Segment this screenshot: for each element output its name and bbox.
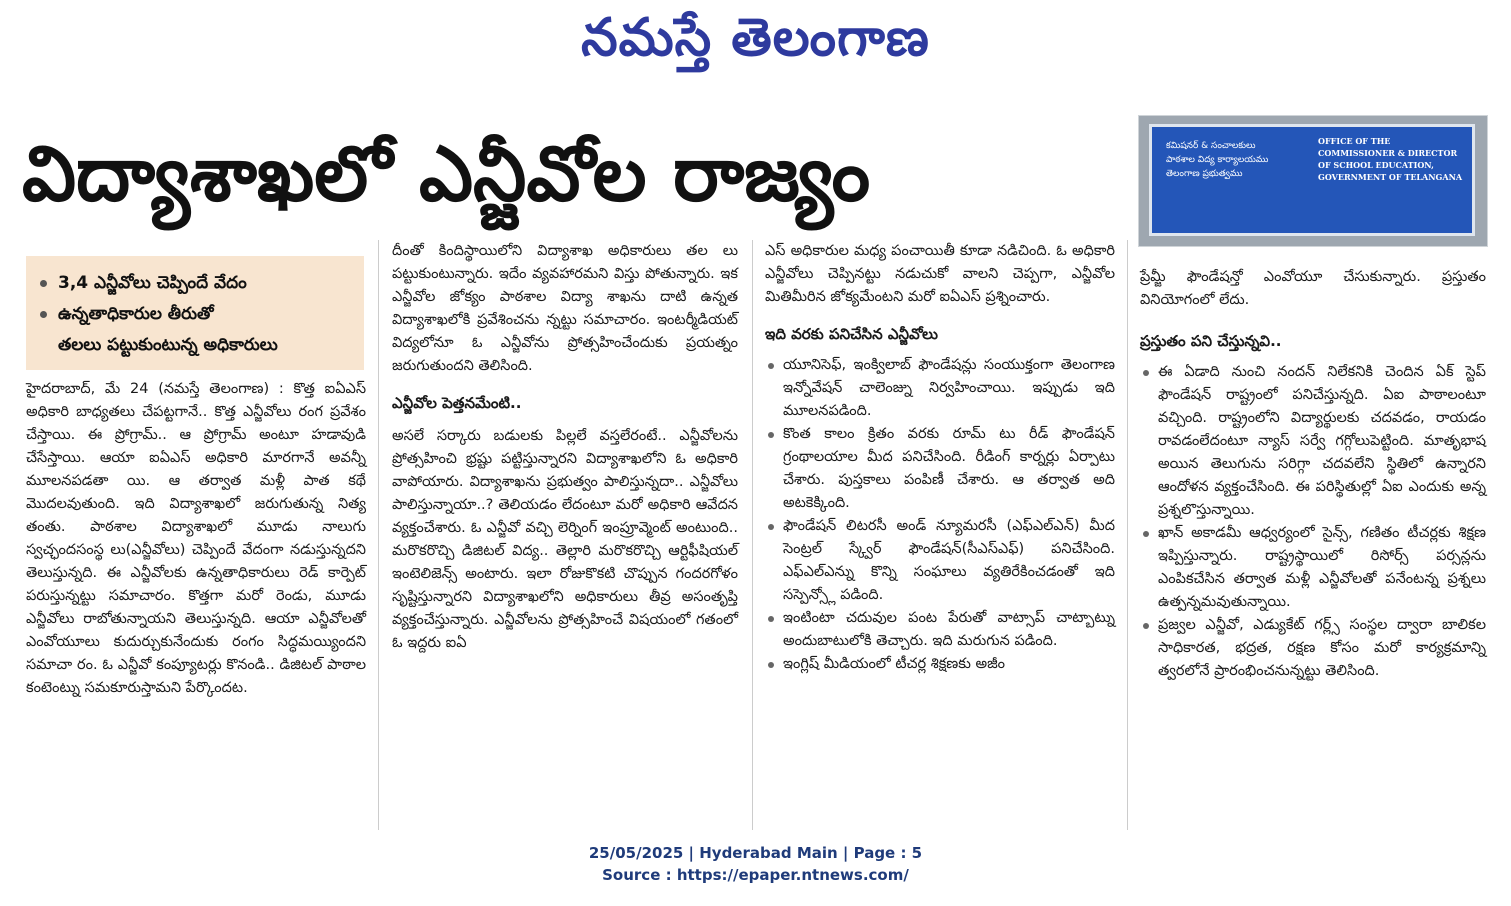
list-item: ఈ ఏడాది నుంచి నందన్ నిలేకనికి చెందిన ఏక్ స్టెప్ ఫౌండేషన్ రాష్ట్రంలో పనిచేస్తున్నది. ఏఐ పాఠాలంటూ వచ్చింది. రాష్ట్రంలోని విద్యార్థులకు చదవడం, రాయడం రావడంలేదంటూ న్యాస్ సర్వే గగ్గోలుపెట్టింది. మాతృభాష అయిన తెలుగును సరిగ్గా చదవలేని స్థితిలో ఉన్నారని ఆందోళన వ్యక్తంచేసింది. ఈ పరిస్థితుల్లో ఏఐ ఎందుకు అన్న ప్రశ్నలొస్తున్నాయి. <box>1140 361 1486 522</box>
article-paragraph: హైదరాబాద్, మే 24 (నమస్తే తెలంగాణ) : కొత్త ఐఏఎస్ అధికారి బాధ్యతలు చేపట్టగానే.. కొత్త ఎన్జీవోలు రంగ ప్రవేశం చేస్తాయి. ఈ ప్రోగ్రామ్.. ఆ ప్రోగ్రామ్ అంటూ హడావుడి చేసేస్తాయి. ఆయా ఐఏఎస్ అధికారి మారగానే అవన్నీ మూలనపడతా యి. ఆ తర్వాత మళ్లీ పాత కథే మొదలవుతుంది. ఇది విద్యాశాఖలో జరుగుతున్న నిత్య తంతు. పాఠశాల విద్యాశాఖలో మూడు నాలుగు స్వచ్ఛందసంస్థ లు(ఎన్జీవోలు) చెప్పిందే వేదంగా నడుస్తున్నదని తెలుస్తున్నది. ఈ ఎన్జీవోలకు ఉన్నతాధికారులు రెడ్ కార్పెట్ పరుస్తున్నట్టు సమాచారం. కొత్తగా మరో రెండు, మూడు ఎన్జీవోలు రాబోతున్నాయని తెలుస్తున్నది. ఆయా ఎన్జీవోలతో ఎంవోయూలు కుదుర్చుకునేందుకు రంగం సిద్ధమయ్యిందని సమాచా రం. ఓ ఎన్జీవో కంప్యూటర్లు కొనండి.. డిజిటల్ పాఠాల కంటెంట్ను సమకూరుస్తామని పేర్కొందట. <box>26 381 366 696</box>
highlight-item: ఉన్నతాధికారుల తీరుతో <box>36 299 354 330</box>
bullet-icon <box>1143 370 1149 376</box>
list-item: యూనిసెఫ్, ఇంక్విలాబ్ ఫౌండేషన్లు సంయుక్తంగా తెలంగాణ ఇన్నోవేషన్ చాలెంజ్ను నిర్వహించాయి. ఇప్పుడు ఇది మూలనపడింది. <box>765 354 1115 423</box>
bullet-icon <box>1143 623 1149 629</box>
bullet-icon <box>1143 531 1149 537</box>
article-paragraph: దీంతో కిందిస్థాయిలోని విద్యాశాఖ అధికారులు తల లు పట్టుకుంటున్నారు. ఇదేం వ్యవహారమని విస్తు పోతున్నారు. ఇక ఎన్జీవోల జోక్యం పాఠశాల విద్యా శాఖను దాటి ఉన్నత విద్యాశాఖలోకి ప్రవేశించను న్నట్టు సమాచారం. ఇంటర్మీడియట్ విద్యలోనూ ఓ ఎన్జీవోను ప్రోత్సహించేందుకు ప్రయత్నం జరుగుతుందని తెలిసింది. <box>392 243 738 374</box>
list-item: ఇంటింటా చదువుల పంట పేరుతో వాట్సాప్ చాట్బాట్ను అందుబాటులోకి తెచ్చారు. ఇది మరుగున పడింది. <box>765 607 1115 653</box>
highlights-box <box>26 256 364 370</box>
article-column-4 <box>1140 266 1486 683</box>
bullet-icon <box>40 311 47 318</box>
column-divider <box>1127 240 1128 830</box>
ngo-list-past <box>765 354 1115 676</box>
list-item: ఇంగ్లిష్ మీడియంలో టీచర్ల శిక్షణకు అజీం <box>765 653 1115 676</box>
highlight-item-continued: తలలు పట్టుకుంటున్న అధికారులు <box>58 335 278 355</box>
list-item: ఫౌండేషన్ లిటరసీ అండ్ న్యూమరసీ (ఎఫ్ఎల్ఎన్) మీద సెంట్రల్ స్క్వేర్ ఫౌండేషన్(సీఎస్ఎఫ్) పనిచేసింది. ఎఫ్ఎల్ఎన్ను కొన్ని సంఘాలు వ్యతిరేకించడంతో ఇది సస్పెన్స్లో పడింది. <box>765 515 1115 607</box>
office-board-photo <box>1138 115 1488 247</box>
name-board <box>1149 124 1475 236</box>
masthead: నమస్తే తెలంగాణ <box>581 7 930 68</box>
bullet-icon <box>768 662 774 668</box>
article-paragraph: అసలే సర్కారు బడులకు పిల్లలే వస్తలేరంటే.. ఎన్జీవోలను ప్రోత్సహించి భ్రష్టు పట్టిస్తున్నారని విద్యాశాఖలోని ఓ అధికారి వాపోయారు. విద్యాశాఖను ప్రభుత్వం పాలిస్తున్నదా.. ఎన్జీవోలు పాలిస్తున్నాయా..? తెలియడం లేదంటూ మరో అధికారి ఆవేదన వ్యక్తంచేశారు. ఓ ఎన్జీవో వచ్చి లెర్నింగ్ ఇంప్రూవ్మెంట్ అంటుంది.. మరొకరొచ్చి డిజిటల్ విద్య.. తెల్లారి మరొకరొచ్చి ఆర్టిఫీషియల్ ఇంటెలిజెన్స్ అంటారు. ఇలా రోజుకొకటి చొప్పున గందరగోళం సృష్టిస్తున్నారని విద్యాశాఖలోని అధికారులు తీవ్ర అసంతృప్తి వ్యక్తంచేస్తున్నారు. ఎన్జీవోలను ప్రోత్సహించే విషయంలో గతంలో ఓ ఇద్దరు ఐఏ <box>392 428 738 651</box>
edition-info: 25/05/2025 | Hyderabad Main | Page : 5 <box>588 844 923 862</box>
list-item: కొంత కాలం క్రితం వరకు రూమ్ టు రీడ్ ఫౌండేషన్ గ్రంథాలయాల మీద పనిచేసింది. రీడింగ్ కార్నర్లు ఏర్పాటు చేశారు. పుస్తకాలు పంపిణీ చేశారు. ఆ తర్వాత అది అటకెక్కింది. <box>765 423 1115 515</box>
article-paragraph: ప్రేమ్జీ ఫౌండేషన్తో ఎంవోయూ చేసుకున్నారు. ప్రస్తుతం వినియోగంలో లేదు. <box>1140 269 1486 308</box>
bullet-icon <box>768 616 774 622</box>
section-subhead: ఎన్జీవోల పెత్తనమేంటి.. <box>392 394 522 412</box>
column-divider <box>752 240 753 830</box>
article-column-3 <box>765 240 1115 676</box>
ngo-list-current <box>1140 361 1486 683</box>
highlight-item: 3,4 ఎన్జీవోలు చెప్పిందే వేదం <box>36 268 354 299</box>
source-link[interactable]: Source : https://epaper.ntnews.com/ <box>602 866 909 884</box>
column-divider <box>378 240 379 830</box>
bullet-icon <box>768 432 774 438</box>
bullet-icon <box>768 524 774 530</box>
board-english-text: OFFICE OF THE COMMISSIONER & DIRECTOR OF SCHOOL EDUCATION, GOVERNMENT OF TELANGANA <box>1318 136 1463 182</box>
section-subhead: ప్రస్తుతం పని చేస్తున్నవి.. <box>1140 332 1282 350</box>
list-item: ఖాన్ అకాడమీ ఆధ్వర్యంలో సైన్స్, గణితం టీచర్లకు శిక్షణ ఇప్పిస్తున్నారు. రాష్ట్రస్థాయిలో రిసోర్స్ పర్సన్లను ఎంపికచేసిన తర్వాత మళ్లీ ఎన్జీవోలతో పనేంటన్న ప్రశ్నలు ఉత్పన్నమవుతున్నాయి. <box>1140 522 1486 614</box>
article-column-1 <box>26 378 366 700</box>
list-item: ప్రజ్వల ఎన్జీవో, ఎడ్యుకేట్ గర్ల్స్ సంస్థల ద్వారా బాలికల సాధికారత, భద్రత, రక్షణ కోసం మరో కార్యక్రమాన్ని త్వరలోనే ప్రారంభించనున్నట్టు తెలిసింది. <box>1140 614 1486 683</box>
board-telugu-text: కమిషనర్ & సంచాలకులు పాఠశాల విద్య కార్యాలయము తెలంగాణ ప్రభుత్వము <box>1166 141 1269 179</box>
headline: విద్యాశాఖలో ఎన్జీవోల రాజ్యం <box>22 129 871 218</box>
section-subhead: ఇది వరకు పనిచేసిన ఎన్జీవోలు <box>765 325 938 343</box>
article-column-2 <box>392 240 738 655</box>
page-footer <box>0 842 1511 886</box>
article-paragraph: ఎస్ అధికారుల మధ్య పంచాయితీ కూడా నడిచింది. ఓ అధికారి ఎన్జీవోలు చెప్పినట్టు నడుచుకో వాలని చెప్పగా, ఎన్జీవోల మితిమీరిన జోక్యమేంటని మరో ఐఏఎస్ ప్రశ్నించారు. <box>765 243 1115 305</box>
bullet-icon <box>40 280 47 287</box>
bullet-icon <box>768 363 774 369</box>
